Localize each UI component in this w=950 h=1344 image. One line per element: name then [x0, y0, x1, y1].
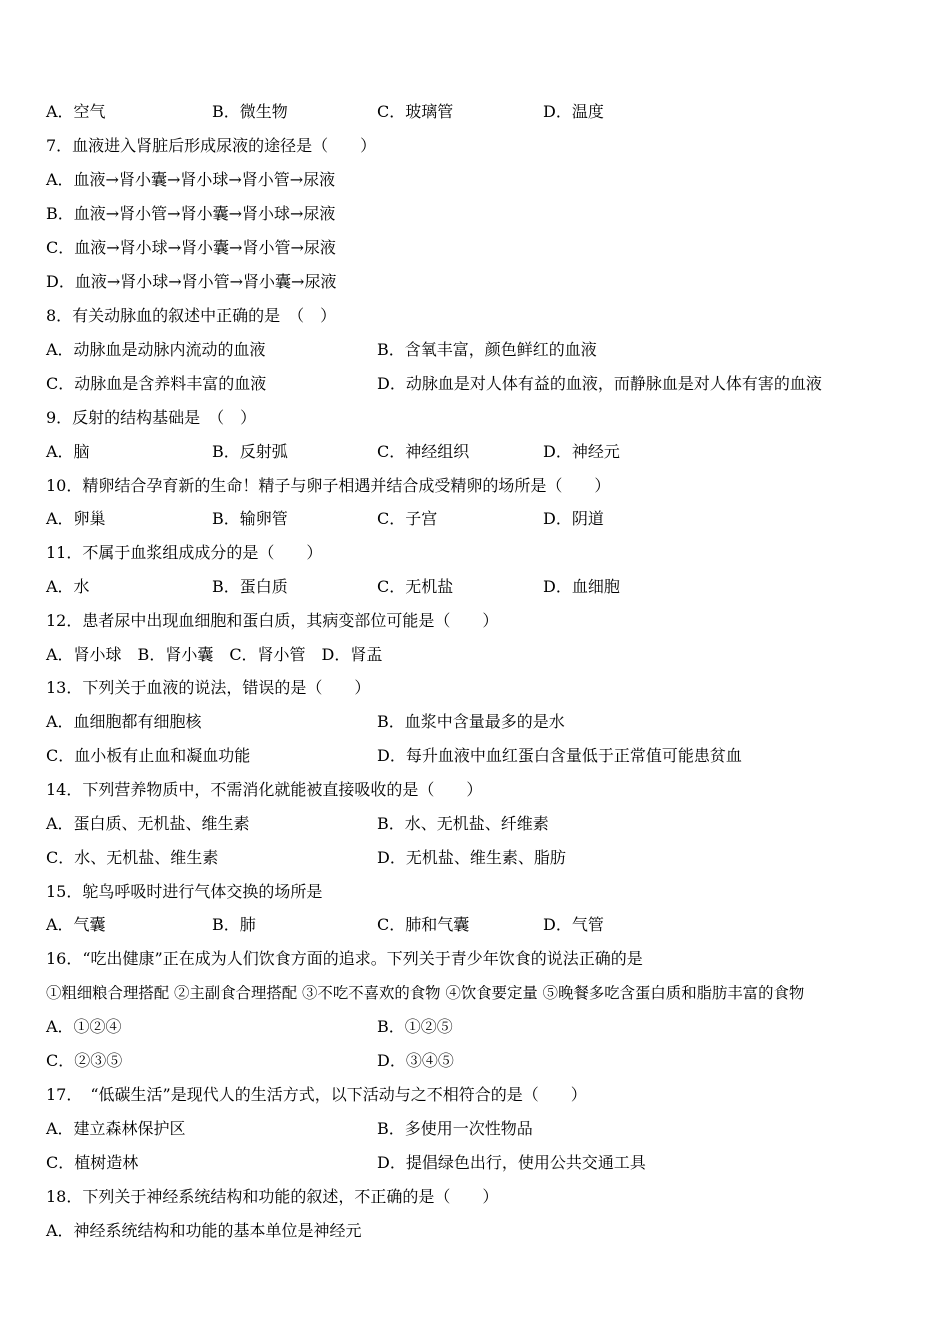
- question-16-stem: 16．“吃出健康”正在成为人们饮食方面的追求。下列关于青少年饮食的说法正确的是: [46, 949, 643, 968]
- option-b: B．①②⑤: [377, 1017, 453, 1036]
- question-11-stem: 11．不属于血浆组成成分的是（ ）: [46, 543, 323, 562]
- option-c: C．神经组织: [377, 442, 470, 461]
- option-b: B．微生物: [212, 102, 288, 121]
- option-a: A．水: [46, 577, 90, 596]
- option-b: B．输卵管: [212, 509, 288, 528]
- option-b: B．反射弧: [212, 442, 288, 461]
- question-17-stem: 17． “低碳生活”是现代人的生活方式，以下活动与之不相符合的是（ ）: [46, 1085, 587, 1104]
- option-b: B．含氧丰富，颜色鲜红的血液: [377, 340, 597, 359]
- option-d: D．动脉血是对人体有益的血液，而静脉血是对人体有害的血液: [377, 374, 822, 393]
- option-b: B．多使用一次性物品: [377, 1119, 533, 1138]
- question-14-stem: 14．下列营养物质中，不需消化就能被直接吸收的是（ ）: [46, 780, 483, 799]
- option-b: B．血浆中含量最多的是水: [377, 712, 565, 731]
- option-a: A．脑: [46, 442, 90, 461]
- option-c: C．血小板有止血和凝血功能: [46, 746, 251, 765]
- option-c: C．动脉血是含养料丰富的血液: [46, 374, 267, 393]
- option-d: D．神经元: [543, 442, 620, 461]
- option-d: D．③④⑤: [377, 1051, 454, 1070]
- question-7-option-b: B．血液→肾小管→肾小囊→肾小球→尿液: [46, 204, 336, 223]
- question-18-stem: 18．下列关于神经系统结构和功能的叙述，不正确的是（ ）: [46, 1187, 499, 1206]
- option-b: B．蛋白质: [212, 577, 288, 596]
- question-15-stem: 15．鸵鸟呼吸时进行气体交换的场所是: [46, 882, 323, 901]
- question-8-stem: 8．有关动脉血的叙述中正确的是 （ ）: [46, 306, 337, 325]
- option-d: D．阴道: [543, 509, 604, 528]
- question-18-option-a: A．神经系统结构和功能的基本单位是神经元: [46, 1221, 362, 1240]
- option-c: C．玻璃管: [377, 102, 454, 121]
- question-13-stem: 13．下列关于血液的说法，错误的是（ ）: [46, 678, 371, 697]
- option-a: A．血细胞都有细胞核: [46, 712, 202, 731]
- option-d: D．血细胞: [543, 577, 620, 596]
- option-a: A．①②④: [46, 1017, 122, 1036]
- option-d: D．气管: [543, 915, 604, 934]
- option-c: C．②③⑤: [46, 1051, 123, 1070]
- option-d: D．温度: [543, 102, 604, 121]
- option-a: A．动脉血是动脉内流动的血液: [46, 340, 266, 359]
- question-10-stem: 10．精卵结合孕育新的生命！精子与卵子相遇并结合成受精卵的场所是（ ）: [46, 476, 611, 495]
- option-b: B．肺: [212, 915, 256, 934]
- option-c: C．无机盐: [377, 577, 454, 596]
- option-a: A．气囊: [46, 915, 106, 934]
- question-9-stem: 9．反射的结构基础是 （ ）: [46, 408, 257, 427]
- option-c: C．水、无机盐、维生素: [46, 848, 219, 867]
- question-7-stem: 7．血液进入肾脏后形成尿液的途径是（ ）: [46, 136, 377, 155]
- option-c: C．肺和气囊: [377, 915, 470, 934]
- option-d: D．无机盐、维生素、脂肪: [377, 848, 566, 867]
- question-12-options: A．肾小球 B．肾小囊 C．肾小管 D．肾盂: [46, 645, 383, 664]
- option-b: B．水、无机盐、纤维素: [377, 814, 549, 833]
- option-c: C．子宫: [377, 509, 438, 528]
- question-7-option-a: A．血液→肾小囊→肾小球→肾小管→尿液: [46, 170, 336, 189]
- question-16-items: ①粗细粮合理搭配 ②主副食合理搭配 ③不吃不喜欢的食物 ④饮食要定量 ⑤晚餐多吃含蛋白质和脂肪丰富的食物: [46, 984, 805, 1002]
- option-a: A．空气: [46, 102, 106, 121]
- option-d: D．每升血液中血红蛋白含量低于正常值可能患贫血: [377, 746, 742, 765]
- question-12-stem: 12．患者尿中出现血细胞和蛋白质，其病变部位可能是（ ）: [46, 611, 499, 630]
- option-a: A．蛋白质、无机盐、维生素: [46, 814, 250, 833]
- option-c: C．植树造林: [46, 1153, 139, 1172]
- option-a: A．建立森林保护区: [46, 1119, 186, 1138]
- option-a: A．卵巢: [46, 509, 106, 528]
- question-7-option-d: D．血液→肾小球→肾小管→肾小囊→尿液: [46, 272, 337, 291]
- option-d: D．提倡绿色出行，使用公共交通工具: [377, 1153, 646, 1172]
- question-7-option-c: C．血液→肾小球→肾小囊→肾小管→尿液: [46, 238, 336, 257]
